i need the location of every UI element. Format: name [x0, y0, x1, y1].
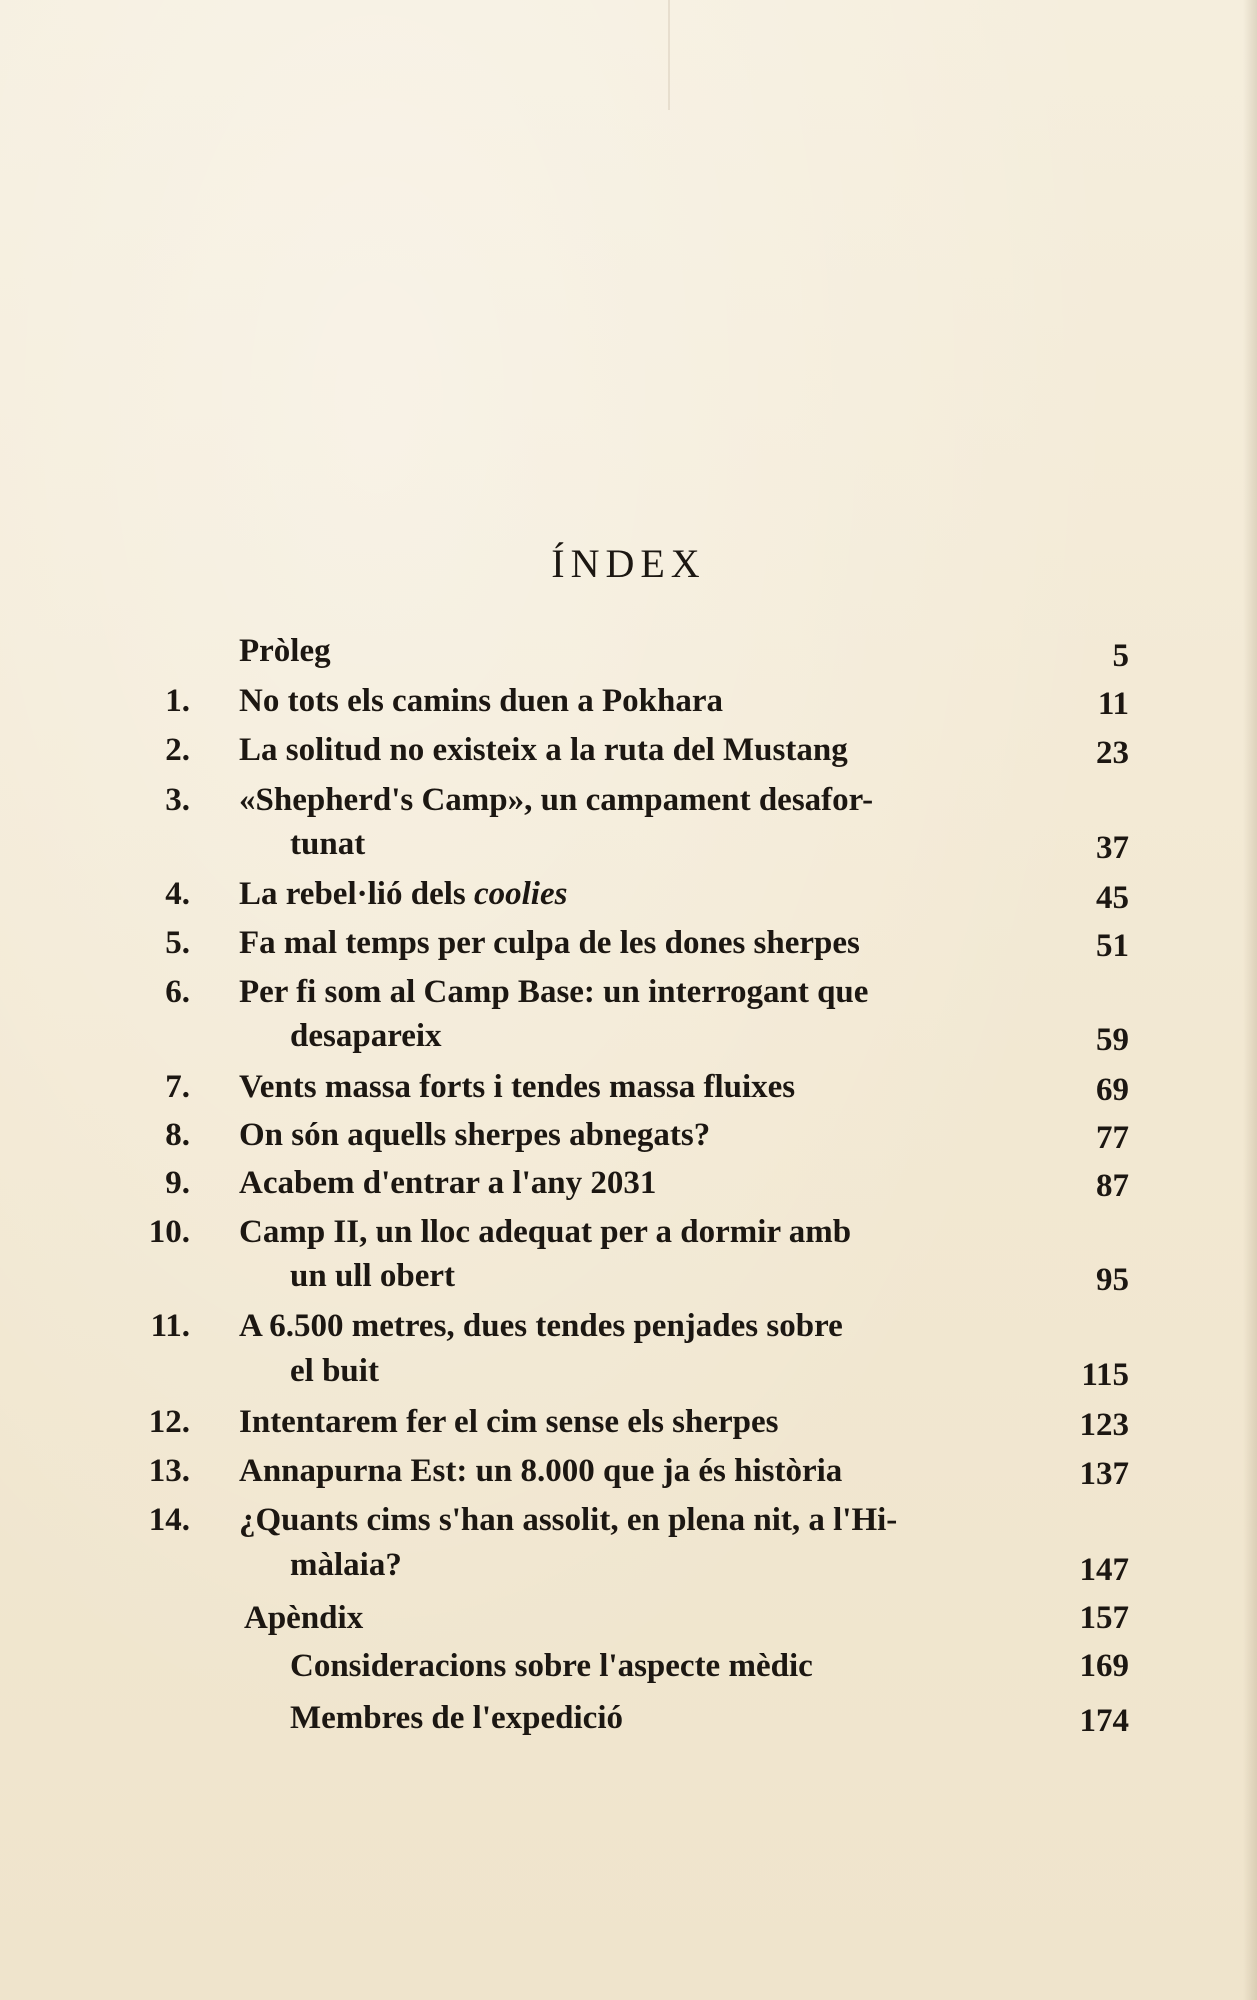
- entry-number: 14.: [148, 1502, 190, 1538]
- entry-page: 45: [1096, 880, 1129, 916]
- entry-title-continued: un ull obert: [290, 1258, 456, 1294]
- entry-page: 95: [1096, 1262, 1129, 1298]
- entry-title: Intentarem fer el cim sense els sherpes: [239, 1404, 779, 1440]
- entry-title: Vents massa forts i tendes massa fluixes: [239, 1069, 796, 1105]
- entry-page: 69: [1096, 1072, 1129, 1108]
- entry-page: 59: [1096, 1022, 1129, 1058]
- entry-title-continued: tunat: [290, 826, 366, 862]
- entry-title: Consideracions sobre l'aspecte mèdic: [290, 1648, 813, 1684]
- entry-page: 157: [1079, 1600, 1129, 1636]
- entry-number: 11.: [150, 1308, 190, 1344]
- entry-number: 8.: [165, 1117, 190, 1153]
- entry-page: 37: [1096, 830, 1129, 866]
- entry-page: 77: [1096, 1120, 1129, 1156]
- entry-title: La solitud no existeix a la ruta del Mustang: [239, 732, 848, 768]
- entry-page: 137: [1079, 1456, 1129, 1492]
- entry-number: 10.: [148, 1214, 190, 1250]
- entry-title: Acabem d'entrar a l'any 2031: [239, 1165, 657, 1201]
- entry-title: A 6.500 metres, dues tendes penjades sobre: [239, 1308, 843, 1344]
- entry-page: 87: [1096, 1168, 1129, 1204]
- entry-page: 169: [1079, 1648, 1129, 1684]
- entry-title: ¿Quants cims s'han assolit, en plena nit, a l'Hi-: [239, 1502, 898, 1538]
- entry-page: 147: [1079, 1552, 1129, 1588]
- entry-title: «Shepherd's Camp», un campament desafor-: [239, 782, 874, 818]
- entry-title-continued: el buit: [290, 1353, 379, 1389]
- entry-title: Per fi som al Camp Base: un interrogant que: [239, 974, 869, 1010]
- entry-title: Pròleg: [239, 633, 331, 669]
- entry-title: [239, 876, 567, 913]
- entry-number: 3.: [165, 782, 190, 818]
- entry-title-continued: desapareix: [290, 1018, 442, 1054]
- entry-number: 1.: [165, 683, 190, 719]
- entry-number: 4.: [165, 876, 190, 912]
- entry-page: 51: [1096, 928, 1129, 964]
- entry-title: Apèndix: [244, 1600, 364, 1636]
- entry-number: 13.: [148, 1453, 190, 1489]
- entry-title: On són aquells sherpes abnegats?: [239, 1117, 711, 1153]
- entry-number: 5.: [165, 925, 190, 961]
- entry-number: 9.: [165, 1165, 190, 1201]
- entry-page: 11: [1097, 686, 1129, 722]
- index-title: ÍNDEX: [551, 541, 706, 586]
- entry-title-italic: coolies: [473, 876, 568, 912]
- entry-number: 12.: [148, 1404, 190, 1440]
- entry-page: 174: [1079, 1703, 1129, 1739]
- entry-number: 2.: [165, 732, 190, 768]
- entry-number: 6.: [165, 974, 190, 1010]
- entry-page: 23: [1096, 735, 1129, 771]
- entry-title: No tots els camins duen a Pokhara: [239, 683, 724, 719]
- entry-title: Camp II, un lloc adequat per a dormir amb: [239, 1214, 852, 1250]
- entry-number: 7.: [165, 1069, 190, 1105]
- entry-title: Fa mal temps per culpa de les dones sherpes: [239, 925, 860, 961]
- entry-title-continued: màlaia?: [290, 1547, 402, 1583]
- entry-page: 123: [1079, 1407, 1129, 1443]
- entry-page: 115: [1081, 1357, 1129, 1393]
- entry-title: Membres de l'expedició: [290, 1700, 623, 1736]
- entry-title: Annapurna Est: un 8.000 que ja és història: [239, 1453, 843, 1489]
- entry-page: 5: [1112, 638, 1129, 674]
- entry-title-text: La rebel·lió dels: [239, 876, 474, 912]
